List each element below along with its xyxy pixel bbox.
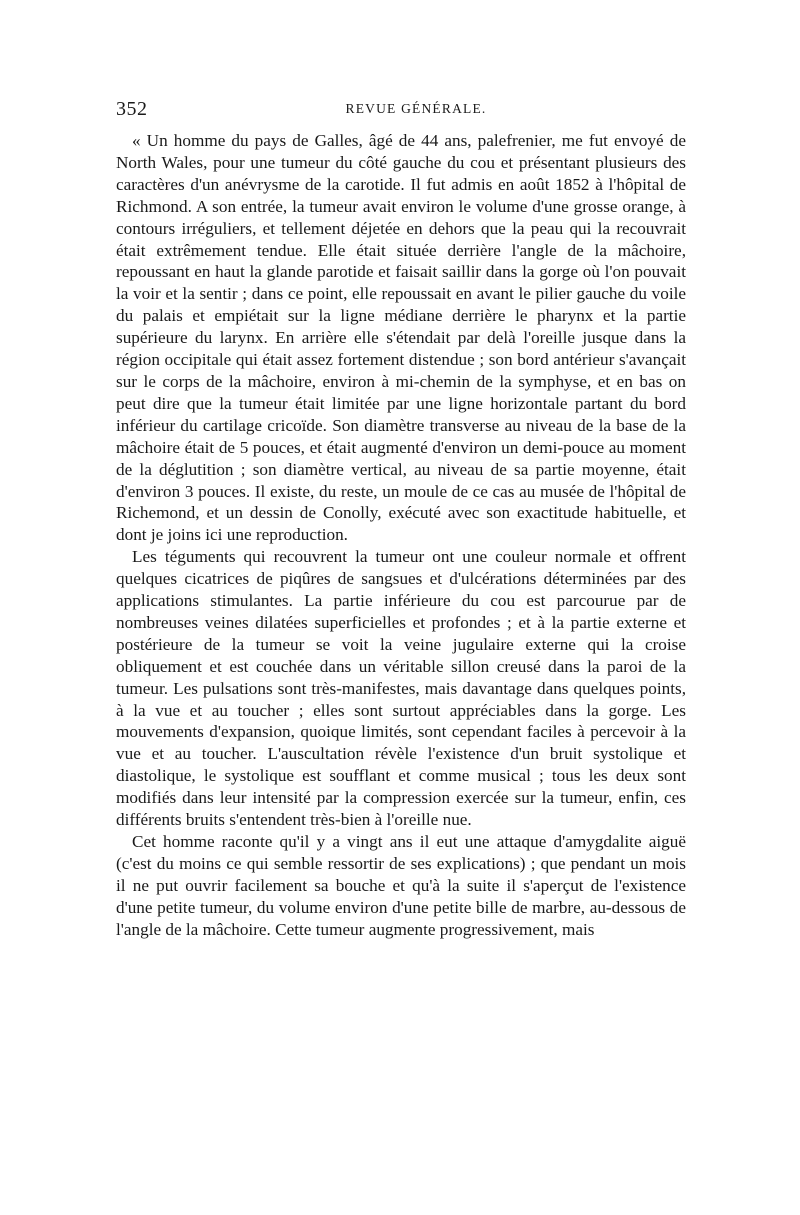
running-title: REVUE GÉNÉRALE. <box>345 101 487 116</box>
body-text <box>116 130 686 941</box>
page-number: 352 <box>116 98 148 120</box>
paragraph: Les téguments qui recouvrent la tumeur ont une couleur normale et offrent quelques cicatrices de piqûres de sangsues et d'ulcérations déterminées par des applications stimulantes. La partie inférieure du cou est parcourue par de nombreuses veines dilatées superficielles et profondes ; et à la partie externe et postérieure de la tumeur se voit la veine jugulaire externe qui la croise obliquement et est couchée dans un véritable sillon creusé dans la paroi de la tumeur. Les pulsations sont très-manifestes, mais davantage dans quelques points, à la vue et au toucher ; elles sont surtout appréciables dans la gorge. Les mouvements d'expansion, quoique limités, sont cependant faciles à percevoir à la vue et au toucher. L'auscultation révèle l'existence d'un bruit systolique et diastolique, le systolique est soufflant et comme musical ; tous les deux sont modifiés dans leur intensité par la compression exercée sur la tumeur, enfin, ces différents bruits s'entendent très-bien à l'oreille nue. <box>116 547 686 830</box>
paragraph: Cet homme raconte qu'il y a vingt ans il eut une attaque d'amygdalite aiguë (c'est du moins ce qui semble ressortir de ses explications) ; que pendant un mois il ne put ouvrir facilement sa bouche et qu'à la suite il s'aperçut de l'existence d'une petite tumeur, du volume environ d'une petite bille de marbre, au-dessous de l'angle de la mâchoire. Cette tumeur augmente progressivement, mais <box>116 832 686 939</box>
page-header <box>116 98 686 124</box>
paragraph: « Un homme du pays de Galles, âgé de 44 ans, palefrenier, me fut envoyé de North Wales, pour une tumeur du côté gauche du cou et présentant plusieurs des caractères d'un anévrysme de la carotide. Il fut admis en août 1852 à l'hôpital de Richmond. A son entrée, la tumeur avait environ le volume d'une grosse orange, à contours irréguliers, et tellement déjetée en dehors que la peau qui la recouvrait était extrêmement tendue. Elle était située derrière l'angle de la mâchoire, repoussant en haut la glande parotide et faisait saillir dans la gorge où l'on pouvait la voir et la sentir ; dans ce point, elle repoussait en avant le pilier gauche du voile du palais et empiétait sur la ligne médiane derrière le pharynx et la partie supérieure du larynx. En arrière elle s'étendait par delà l'oreille jusque dans la région occipitale qui était assez fortement distendue ; son bord antérieur s'avançait sur le corps de la mâchoire, environ à mi-chemin de la symphyse, et en bas on peut dire que la tumeur était limitée par une ligne horizontale partant du bord inférieur du cartilage cricoïde. Son diamètre transverse au niveau de la base de la mâchoire était de 5 pouces, et était augmenté d'environ un demi-pouce au moment de la déglutition ; son diamètre vertical, au niveau de sa partie moyenne, était d'environ 3 pouces. Il existe, du reste, un moule de ce cas au musée de l'hôpital de Richemond, et un dessin de Conolly, exécuté avec son exactitude habituelle, et dont je joins ici une reproduction. <box>116 131 686 545</box>
